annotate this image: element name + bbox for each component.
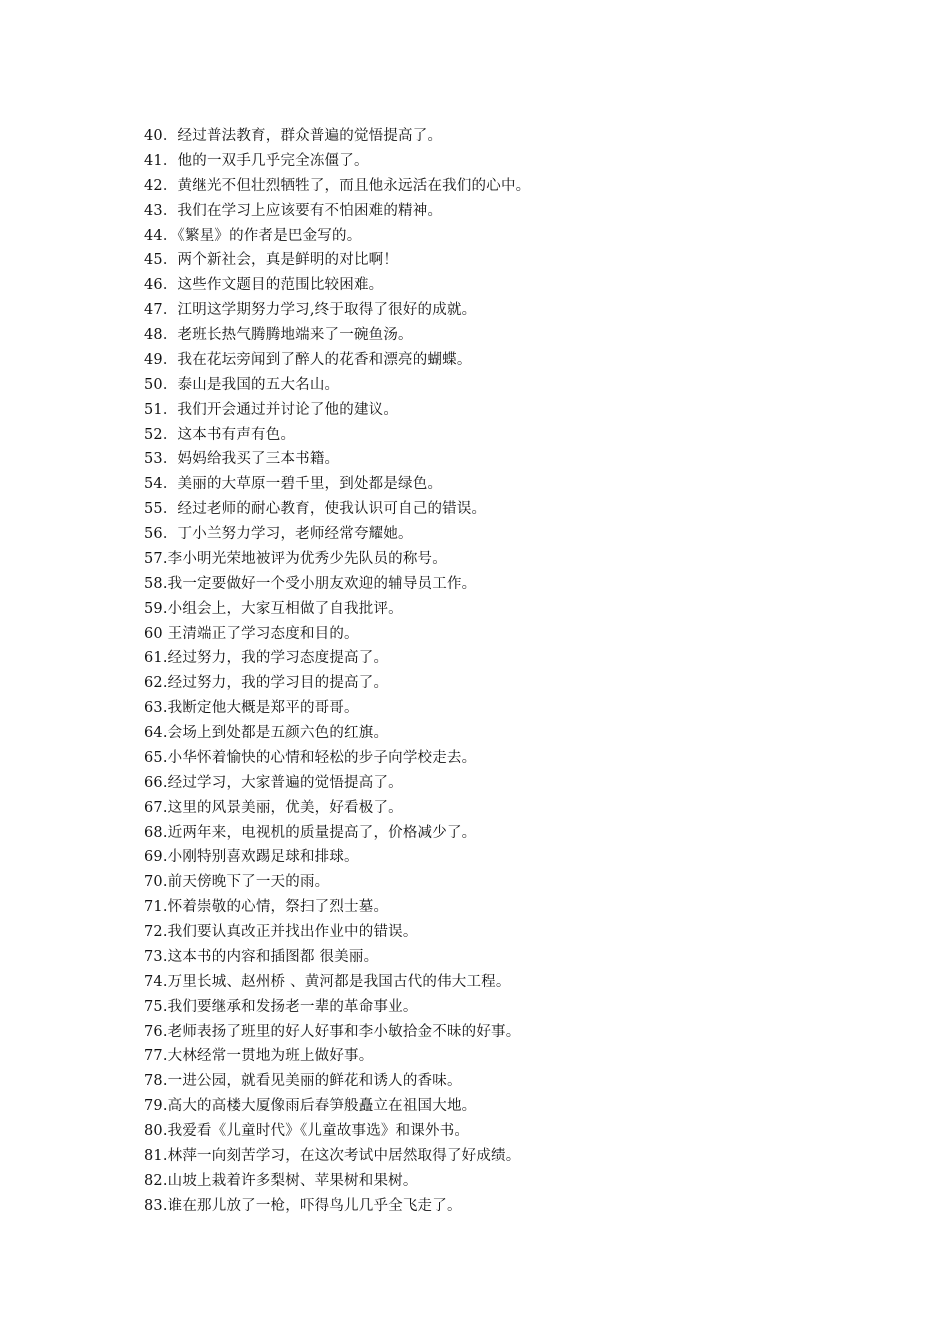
sentence-line: 66.经过学习，大家普遍的觉悟提高了。: [144, 774, 403, 791]
sentence-line: 78.一进公园，就看见美丽的鲜花和诱人的香味。: [144, 1073, 462, 1090]
sentence-line: 64.会场上到处都是五颜六色的红旗。: [144, 725, 389, 741]
sentence-line: 43．我们在学习上应该要有不怕困难的精神。: [144, 202, 443, 219]
sentence-line: 52．这本书有声有色。: [144, 426, 296, 443]
sentence-line: 60 王清端正了学习态度和目的。: [144, 625, 359, 642]
sentence-line: 59.小组会上，大家互相做了自我批评。: [144, 600, 403, 617]
sentence-line: 74.万里长城、赵州桥 、黄河都是我国古代的伟大工程。: [144, 973, 511, 990]
sentence-line: 69.小刚特别喜欢踢足球和排球。: [144, 849, 359, 866]
sentence-line: 41．他的一双手几乎完全冻僵了。: [144, 152, 369, 169]
sentence-line: 67.这里的风景美丽，优美，好看极了。: [144, 799, 403, 816]
sentence-line: 48．老班长热气腾腾地端来了一碗鱼汤。: [144, 327, 413, 343]
sentence-line: 61.经过努力，我的学习态度提高了。: [144, 650, 389, 667]
sentence-line: 68.近两年来，电视机的质量提高了，价格减少了。: [144, 824, 477, 841]
sentence-line: 51．我们开会通过并讨论了他的建议。: [144, 401, 399, 418]
sentence-line: 75.我们要继承和发扬老一辈的革命事业。: [144, 998, 418, 1015]
sentence-line: 47．江明这学期努力学习,终于取得了很好的成就。: [144, 302, 477, 319]
sentence-line: 54．美丽的大草原一碧千里，到处都是绿色。: [144, 476, 443, 493]
sentence-line: 62.经过努力，我的学习目的提高了。: [144, 675, 389, 692]
sentence-line: 53．妈妈给我买了三本书籍。: [144, 451, 340, 468]
sentence-line: 45．两个新社会，真是鲜明的对比啊！: [144, 252, 399, 269]
sentence-line: 55．经过老师的耐心教育，使我认识可自己的错误。: [144, 501, 487, 518]
sentence-line: 80.我爱看《儿童时代》《儿童故事选》和课外书。: [144, 1123, 470, 1139]
sentence-line: 77.大林经常一贯地为班上做好事。: [144, 1048, 374, 1065]
sentence-line: 76.老师表扬了班里的好人好事和李小敏拾金不昧的好事。: [144, 1023, 521, 1040]
sentence-line: 83.谁在那儿放了一枪，吓得鸟儿几乎全飞走了。: [144, 1197, 462, 1214]
sentence-line: 49．我在花坛旁闻到了醉人的花香和漂亮的蝴蝶。: [144, 351, 472, 368]
sentence-line: 56．丁小兰努力学习，老师经常夸耀她。: [144, 526, 413, 542]
sentence-line: 71.怀着崇敬的心情，祭扫了烈士墓。: [144, 899, 389, 916]
sentence-line: 42．黄继光不但壮烈牺牲了，而且他永远活在我们的心中。: [144, 177, 531, 194]
sentence-line: 79.高大的高楼大厦像雨后春笋般矗立在祖国大地。: [144, 1098, 477, 1115]
sentence-line: 46．这些作文题目的范围比较困难。: [144, 277, 384, 294]
sentence-line: 65.小华怀着愉快的心情和轻松的步子向学校走去。: [144, 749, 477, 766]
sentence-line: 63.我断定他大概是郑平的哥哥。: [144, 700, 359, 717]
sentence-line: 73.这本书的内容和插图都 很美丽。: [144, 948, 379, 965]
sentence-line: 81.林萍一向刻苦学习，在这次考试中居然取得了好成绩。: [144, 1147, 521, 1164]
sentence-line: 58.我一定要做好一个受小朋友欢迎的辅导员工作。: [144, 575, 477, 592]
sentence-line: 70.前天傍晚下了一天的雨。: [144, 874, 330, 891]
sentence-line: 50．泰山是我国的五大名山。: [144, 376, 340, 393]
sentence-line: 82.山坡上栽着许多梨树、苹果树和果树。: [144, 1172, 418, 1189]
sentence-line: 40．经过普法教育，群众普遍的觉悟提高了。: [144, 128, 443, 144]
sentence-line: 57.李小明光荣地被评为优秀少先队员的称号。: [144, 550, 447, 567]
sentence-line: 72.我们要认真改正并找出作业中的错误。: [144, 924, 418, 940]
sentence-list: [144, 124, 864, 1219]
sentence-line: 44．《繁星》的作者是巴金写的。: [144, 227, 362, 244]
